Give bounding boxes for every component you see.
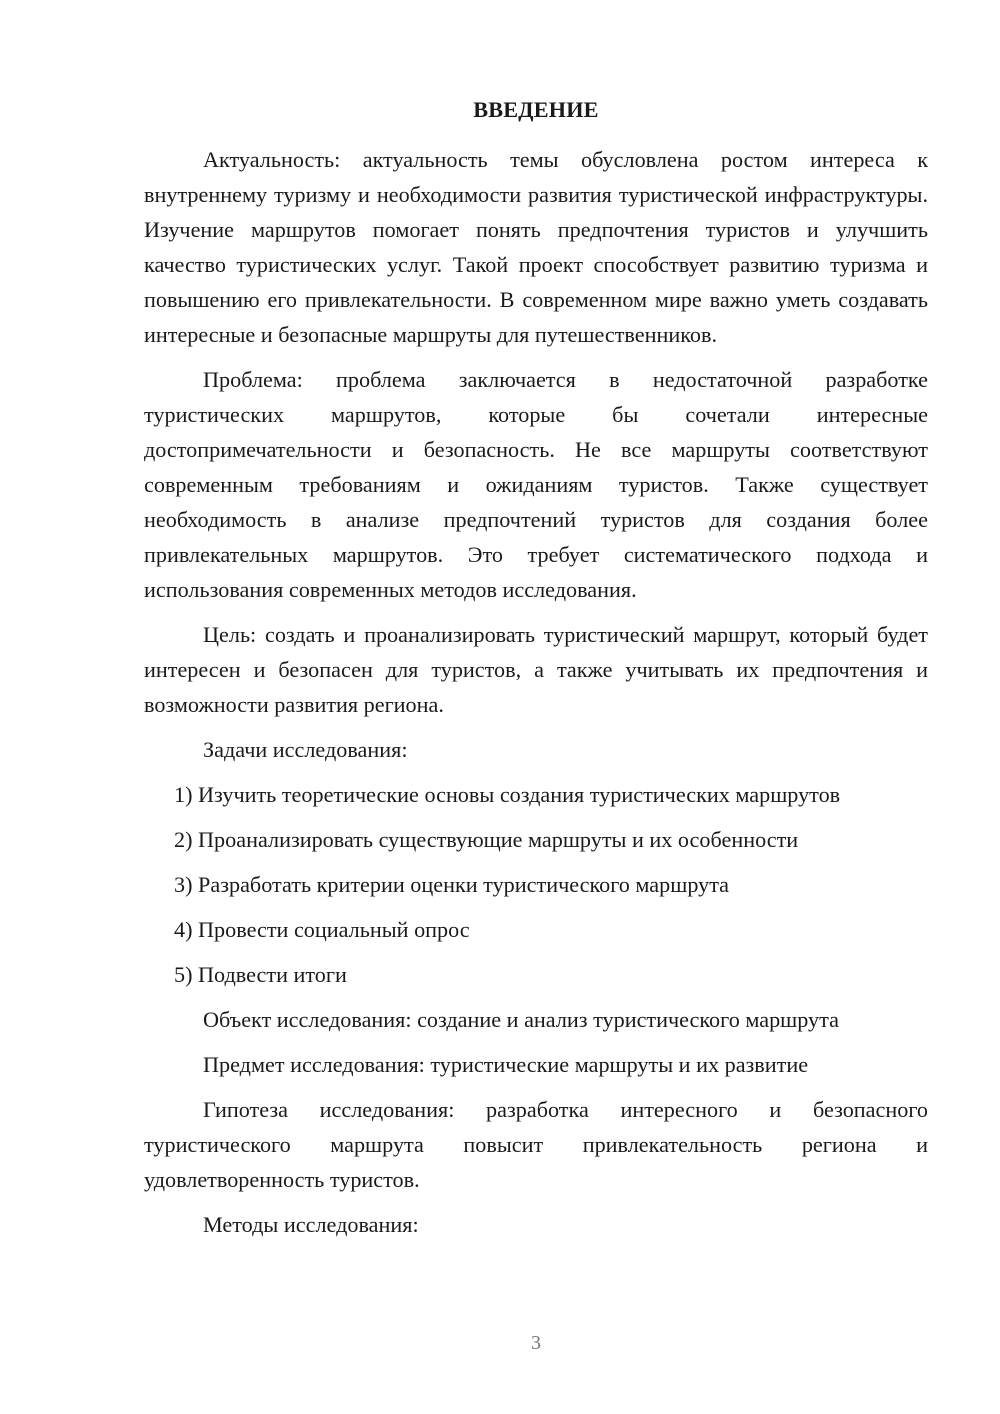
document-page [144, 92, 928, 1252]
task-item-2: 2) Проанализировать существующие маршруты и их особенности [174, 827, 799, 852]
task-item-4: 4) Провести социальный опрос [174, 917, 470, 942]
hypothesis-paragraph: Гипотеза исследования: разработка интересного и безопасного туристического маршрута повысит привлекательность региона и удовлетворенность туристов. [144, 1097, 928, 1192]
object-line: Объект исследования: создание и анализ туристического маршрута [203, 1007, 839, 1032]
task-item-5: 5) Подвести итоги [174, 962, 347, 987]
tasks-heading: Задачи исследования: [203, 737, 408, 762]
problem-paragraph: Проблема: проблема заключается в недостаточной разработке туристических маршрутов, которые бы сочетали интересные достопримечательности и безопасность. Не все маршруты соответствуют современным требованиям и ожиданиям туристов. Также существует необходимость в анализе предпочтений туристов для создания более привлекательных маршрутов. Это требует систематического подхода и использования современных методов исследования. [144, 367, 928, 602]
task-item-1: 1) Изучить теоретические основы создания туристических маршрутов [174, 782, 841, 807]
page-number: 3 [531, 1332, 541, 1354]
methods-heading: Методы исследования: [203, 1212, 419, 1237]
task-item-3: 3) Разработать критерии оценки туристического маршрута [174, 872, 730, 897]
page-title: ВВЕДЕНИЕ [473, 97, 599, 122]
relevance-paragraph: Актуальность: актуальность темы обусловлена ростом интереса к внутреннему туризму и необходимости развития туристической инфраструктуры. Изучение маршрутов помогает понять предпочтения туристов и улучшить качество туристических услуг. Такой проект способствует развитию туризма и повышению его привлекательности. В современном мире важно уметь создавать интересные и безопасные маршруты для путешественников. [144, 147, 928, 347]
subject-line: Предмет исследования: туристические маршруты и их развитие [203, 1052, 809, 1077]
goal-paragraph: Цель: создать и проанализировать туристический маршрут, который будет интересен и безопасен для туристов, а также учитывать их предпочтения и возможности развития региона. [144, 622, 928, 717]
